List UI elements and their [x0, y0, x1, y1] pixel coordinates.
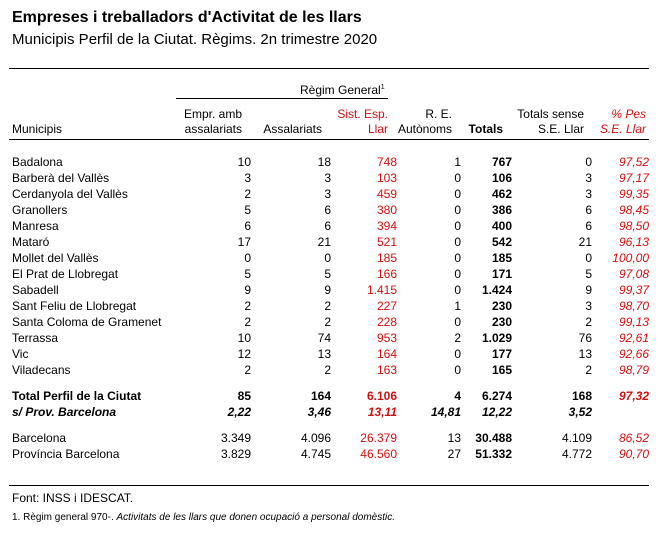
cell-assal: 6 — [324, 203, 331, 217]
source-note: Font: INSS i IDESCAT. — [12, 491, 134, 505]
table-row — [9, 186, 649, 202]
cell-re: 0 — [454, 171, 461, 185]
cell-re: 0 — [454, 363, 461, 377]
cell-sist: 228 — [376, 315, 397, 329]
cell-sist: 164 — [376, 347, 397, 361]
cell-tss: 4.109 — [561, 431, 592, 445]
bottom-rule — [9, 485, 649, 486]
cell-pes: 98,79 — [618, 363, 649, 377]
table-row — [9, 154, 649, 170]
cell-tss: 4.772 — [561, 447, 592, 461]
cell-name: Mataró — [12, 235, 50, 249]
cell-assal: 164 — [310, 389, 331, 403]
cell-tot: 12,22 — [481, 405, 512, 419]
cell-pes: 96,13 — [618, 235, 649, 249]
cell-assal: 21 — [317, 235, 331, 249]
cell-tot: 51.332 — [475, 447, 512, 461]
cell-tot: 400 — [491, 219, 512, 233]
cell-sist: 185 — [376, 251, 397, 265]
table-row — [9, 170, 649, 186]
cell-sist: 163 — [376, 363, 397, 377]
cell-assal: 3 — [324, 171, 331, 185]
table-row — [9, 430, 649, 446]
cell-sist: 166 — [376, 267, 397, 281]
cell-name: Santa Coloma de Gramenet — [12, 315, 162, 329]
cell-tss: 21 — [578, 235, 592, 249]
cell-name: Manresa — [12, 219, 59, 233]
cell-tss: 0 — [585, 251, 592, 265]
cell-pes — [592, 404, 649, 420]
cell-re: 4 — [454, 389, 461, 403]
cell-empr: 85 — [237, 389, 251, 403]
cell-name: Granollers — [12, 203, 68, 217]
cell-sist: 13,11 — [367, 405, 397, 419]
cell-sist: 380 — [376, 203, 397, 217]
cell-sist: 26.379 — [360, 431, 397, 445]
cell-tot: 185 — [491, 251, 512, 265]
cell-assal: 9 — [324, 283, 331, 297]
cell-pes: 99,37 — [618, 283, 649, 297]
cell-name: s/ Prov. Barcelona — [12, 405, 117, 419]
cell-empr: 12 — [237, 347, 251, 361]
top-rule — [9, 68, 649, 69]
footnote-marker: 1 — [380, 84, 385, 91]
cell-pes: 98,50 — [618, 219, 649, 233]
cell-assal: 3,46 — [307, 405, 331, 419]
cell-pes: 92,61 — [618, 331, 649, 345]
cell-assal: 4.745 — [300, 447, 331, 461]
cell-assal: 13 — [317, 347, 331, 361]
cell-empr: 2 — [244, 315, 251, 329]
table-row — [9, 202, 649, 218]
cell-re: 0 — [454, 283, 461, 297]
cell-name: Sabadell — [12, 283, 59, 297]
cell-re: 0 — [454, 347, 461, 361]
cell-tss: 0 — [585, 155, 592, 169]
cell-tss: 3 — [585, 187, 592, 201]
col-header-municipis: Municipis — [12, 122, 63, 136]
table-row — [9, 234, 649, 250]
prov-share-row — [9, 404, 649, 420]
cell-pes: 98,70 — [618, 299, 649, 313]
cell-name: Total Perfil de la Ciutat — [12, 389, 142, 403]
cell-assal: 2 — [324, 363, 331, 377]
cell-tot: 165 — [491, 363, 512, 377]
cell-empr: 9 — [244, 283, 251, 297]
cell-pes: 97,32 — [618, 389, 649, 403]
cell-assal: 0 — [324, 251, 331, 265]
cell-name: Viladecans — [12, 363, 71, 377]
cell-pes: 97,17 — [618, 171, 649, 185]
cell-empr: 3 — [244, 171, 251, 185]
col-header-empr: Empr. amb assalariats — [183, 107, 242, 136]
cell-tot: 767 — [491, 155, 512, 169]
cell-sist: 459 — [376, 187, 397, 201]
cell-re: 0 — [454, 219, 461, 233]
cell-sist: 521 — [376, 235, 397, 249]
cell-name: Sant Feliu de Llobregat — [12, 299, 137, 313]
cell-sist: 46.560 — [360, 447, 397, 461]
cell-tot: 230 — [491, 315, 512, 329]
cell-sist: 748 — [376, 155, 397, 169]
table-row — [9, 282, 649, 298]
cell-re: 1 — [454, 155, 461, 169]
col-header-assalariats: Assalariats — [263, 122, 322, 136]
cell-tot: 171 — [491, 267, 512, 281]
table-row — [9, 346, 649, 362]
cell-assal: 18 — [317, 155, 331, 169]
table-row — [9, 250, 649, 266]
cell-name: Terrassa — [12, 331, 59, 345]
cell-assal: 74 — [317, 331, 331, 345]
cell-tot: 6.274 — [481, 389, 512, 403]
cell-pes: 86,52 — [618, 431, 649, 445]
table-row — [9, 330, 649, 346]
cell-empr: 5 — [244, 203, 251, 217]
cell-re: 0 — [454, 235, 461, 249]
cell-assal: 5 — [324, 267, 331, 281]
group-header-underline — [176, 98, 388, 99]
cell-tot: 30.488 — [475, 431, 512, 445]
cell-pes: 90,70 — [618, 447, 649, 461]
data-table — [9, 154, 649, 462]
cell-sist: 394 — [376, 219, 397, 233]
cell-re: 0 — [454, 267, 461, 281]
cell-empr: 3.349 — [220, 431, 251, 445]
cell-tot: 386 — [491, 203, 512, 217]
cell-sist: 103 — [376, 171, 397, 185]
cell-re: 1 — [454, 299, 461, 313]
cell-re: 2 — [454, 331, 461, 345]
cell-pes: 98,45 — [618, 203, 649, 217]
cell-re: 0 — [454, 251, 461, 265]
cell-tss: 6 — [585, 203, 592, 217]
cell-sist: 227 — [376, 299, 397, 313]
col-header-sist-esp: Sist. Esp. Llar — [337, 107, 388, 136]
group-header-regim-general: Règim General$^1$ — [300, 83, 385, 97]
table-row — [9, 362, 649, 378]
cell-empr: 5 — [244, 267, 251, 281]
spacer-row — [9, 378, 649, 388]
cell-sist: 953 — [376, 331, 397, 345]
table-row — [9, 446, 649, 462]
table-row — [9, 298, 649, 314]
cell-tot: 230 — [491, 299, 512, 313]
cell-name: Cerdanyola del Vallès — [12, 187, 128, 201]
total-row — [9, 388, 649, 404]
cell-empr: 6 — [244, 219, 251, 233]
cell-sist: 1.415 — [366, 283, 397, 297]
cell-pes: 100,00 — [612, 251, 649, 265]
cell-name: Badalona — [12, 155, 63, 169]
cell-pes: 97,08 — [618, 267, 649, 281]
cell-assal: 4.096 — [300, 431, 331, 445]
cell-tss: 3 — [585, 299, 592, 313]
cell-empr: 10 — [237, 155, 251, 169]
cell-pes: 99,13 — [618, 315, 649, 329]
cell-name: Província Barcelona — [12, 447, 120, 461]
cell-tss: 168 — [571, 389, 592, 403]
cell-tss: 13 — [578, 347, 592, 361]
col-header-re-autonoms: R. E. Autònoms — [397, 107, 452, 136]
col-header-pes: % Pes S.E. Llar — [599, 107, 646, 136]
cell-empr: 17 — [237, 235, 251, 249]
cell-pes: 92,66 — [618, 347, 649, 361]
cell-empr: 2,22 — [227, 405, 251, 419]
table-row — [9, 218, 649, 234]
cell-assal: 2 — [324, 315, 331, 329]
cell-tot: 106 — [491, 171, 512, 185]
cell-tss: 5 — [585, 267, 592, 281]
cell-tss: 6 — [585, 219, 592, 233]
page-title: Empreses i treballadors d'Activitat de les llars — [12, 9, 362, 26]
cell-tss: 2 — [585, 363, 592, 377]
cell-assal: 3 — [324, 187, 331, 201]
col-header-totals: Totals — [468, 122, 503, 136]
cell-name: Barcelona — [12, 431, 67, 445]
cell-tss: 9 — [585, 283, 592, 297]
cell-pes: 99,35 — [618, 187, 649, 201]
cell-sist: 6.106 — [366, 389, 397, 403]
cell-tot: 1.029 — [481, 331, 512, 345]
cell-re: 0 — [454, 187, 461, 201]
cell-tss: 76 — [578, 331, 592, 345]
cell-re: 0 — [454, 315, 461, 329]
cell-tot: 177 — [491, 347, 512, 361]
cell-tot: 542 — [491, 235, 512, 249]
cell-name: Barberà del Vallès — [12, 171, 110, 185]
table-row — [9, 266, 649, 282]
cell-name: Vic — [12, 347, 29, 361]
cell-re: 0 — [454, 203, 461, 217]
cell-tot: 462 — [491, 187, 512, 201]
cell-tot: 1.424 — [481, 283, 512, 297]
cell-empr: 2 — [244, 363, 251, 377]
cell-empr: 0 — [244, 251, 251, 265]
cell-name: Mollet del Vallès — [12, 251, 99, 265]
cell-re: 14,81 — [430, 405, 461, 419]
page-subtitle: Municipis Perfil de la Ciutat. Règims. 2n trimestre 2020 — [12, 31, 378, 48]
cell-empr: 2 — [244, 299, 251, 313]
cell-assal: 2 — [324, 299, 331, 313]
cell-re: 13 — [447, 431, 461, 445]
cell-empr: 3.829 — [220, 447, 251, 461]
cell-tss: 3 — [585, 171, 592, 185]
cell-pes: 97,52 — [618, 155, 649, 169]
cell-name: El Prat de Llobregat — [12, 267, 119, 281]
cell-tss: 2 — [585, 315, 592, 329]
footnote: 1. Règim general 970-. Activitats de les llars que donen ocupació a personal domèstic. — [12, 512, 396, 523]
col-header-totals-sense: Totals sense S.E. Llar — [517, 107, 584, 136]
spacer-row — [9, 420, 649, 430]
cell-assal: 6 — [324, 219, 331, 233]
cell-empr: 2 — [244, 187, 251, 201]
cell-empr: 10 — [237, 331, 251, 345]
header-rule — [9, 139, 649, 140]
cell-re: 27 — [447, 447, 461, 461]
table-row — [9, 314, 649, 330]
cell-tss: 3,52 — [568, 405, 592, 419]
